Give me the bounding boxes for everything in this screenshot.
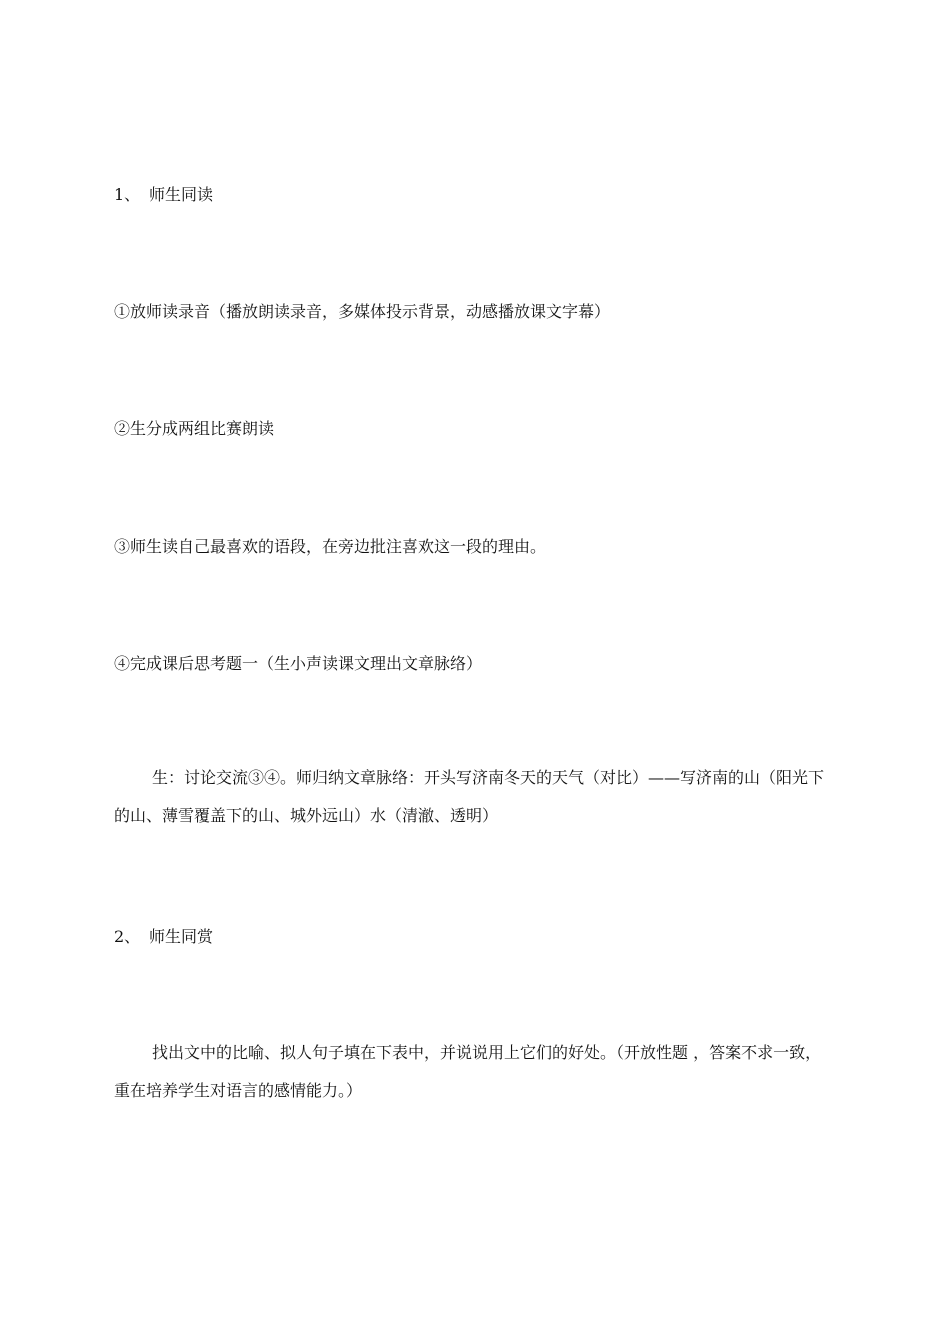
section-1-title: 师生同读 [149, 185, 214, 204]
discussion-paragraph [114, 759, 830, 835]
section-1-number: 1、 [114, 185, 141, 204]
section-2-number: 2、 [114, 927, 141, 946]
section-1-heading [114, 185, 213, 205]
step-item-4: ④完成课后思考题一（生小声读课文理出文章脉络） [114, 654, 483, 673]
discussion-text: 生：讨论交流③④。师归纳文章脉络：开头写济南冬天的天气（对比）——写济南的山（阳光下的山、薄雪覆盖下的山、城外远山）水（清澈、透明） [114, 768, 825, 825]
step-item-3: ③师生读自己最喜欢的语段，在旁边批注喜欢这一段的理由。 [114, 537, 547, 556]
section-2-title: 师生同赏 [149, 927, 214, 946]
section-2-heading [114, 927, 213, 947]
task-paragraph [114, 1034, 830, 1110]
step-item-1: ①放师读录音（播放朗读录音，多媒体投示背景，动感播放课文字幕） [114, 302, 611, 321]
step-item-2: ②生分成两组比赛朗读 [114, 419, 275, 438]
task-text: 找出文中的比喻、拟人句子填在下表中，并说说用上它们的好处。（开放性题 ，答案不求一致，重在培养学生对语言的感情能力。） [114, 1043, 822, 1100]
